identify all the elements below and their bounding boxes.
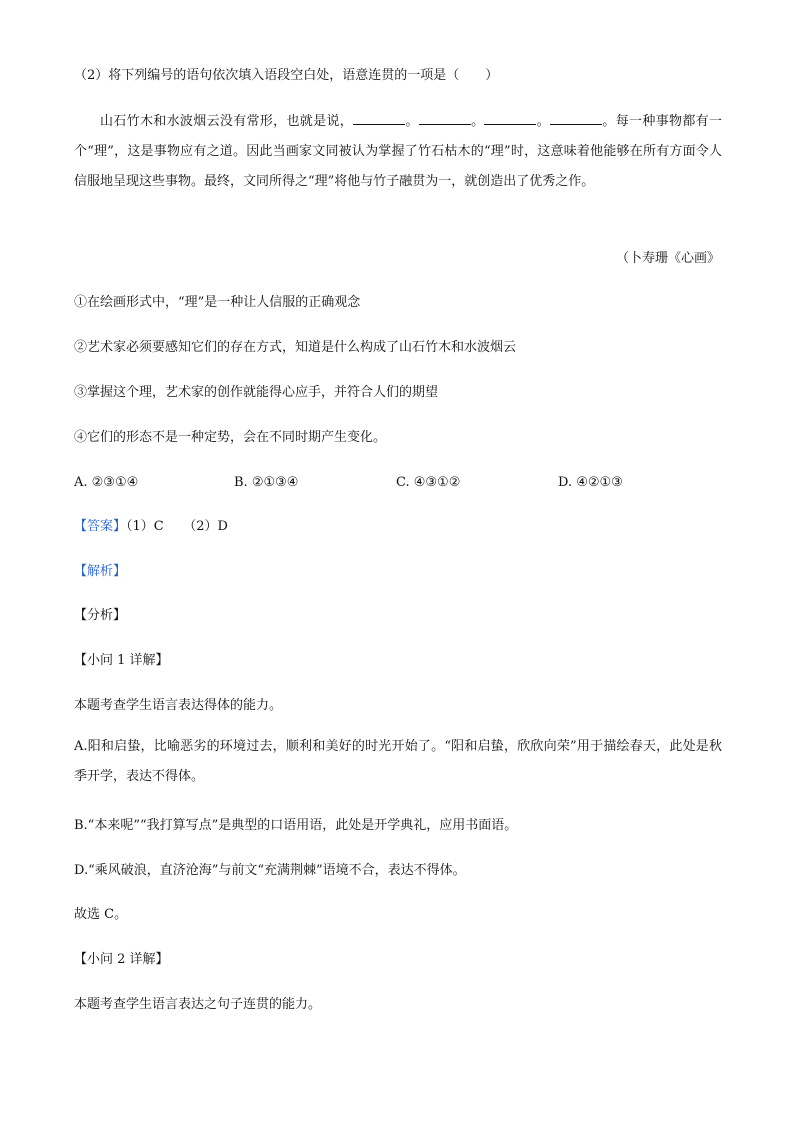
passage-start: 山石竹木和水波烟云没有常形，也就是说， [100,114,354,129]
blank-2-period: 。 [470,114,485,129]
option-d: D. ④②①③ [558,475,623,490]
sub1-option-d-explanation: D.“乘风破浪，直济沧海”与前文“充满荆棘”语境不合，表达不得体。 [74,863,466,878]
analysis-label: 【解析】 [74,564,127,579]
sub1-choice: 故选 C。 [74,907,128,922]
blank-3-period: 。 [536,114,551,129]
sub1-heading: 【小问 1 详解】 [74,653,169,668]
sub1-intro: 本题考查学生语言表达得体的能力。 [74,698,283,713]
blank-4 [550,112,602,125]
passage-rest: 每一种事物都有一个“理”，这是事物应有之道。因此当画家文同被认为掌握了竹石枯木的“理”时，这意味着他能够在所有方面令人信服地呈现这些事物。最终，文同所得之“理”将他与竹子融贯为一，就创造出了优秀之作。 [74,114,722,189]
blank-3 [484,112,536,125]
sub1-option-a-explanation: A.阳和启蛰，比喻恶劣的环境过去，顺利和美好的时光开始了。“阳和启蛰，欣欣向荣”用于描绘春天，此处是秋季开学，表达不得体。 [74,739,722,784]
statement-2: ②艺术家必须要感知它们的存在方式，知道是什么构成了山石竹木和水波烟云 [74,340,517,355]
sub1-option-b-explanation: B.“本来呢”“我打算写点”是典型的口语用语，此处是开学典礼，应用书面语。 [74,818,518,833]
sub2-heading: 【小问 2 详解】 [74,952,169,967]
statement-4: ④它们的形态不是一种定势，会在不同时期产生变化。 [74,430,387,445]
answer-line [74,518,228,536]
option-c: C. ④③①② [396,475,461,490]
question-2-stem: （2）将下列编号的语句依次填入语段空白处，语意连贯的一项是（ ） [74,68,499,83]
statement-3: ③掌握这个理，艺术家的创作就能得心应手，并符合人们的期望 [74,385,439,400]
blank-4-period: 。 [602,114,616,129]
option-b: B. ②①③④ [234,475,299,490]
answer-text: （1）C （2）D [126,519,228,534]
blank-1-period: 。 [405,114,419,129]
answer-label: 【答案】 [74,519,127,534]
statement-1: ①在绘画形式中，“理”是一种让人信服的正确观念 [74,295,361,310]
passage-source: （卜寿珊《心画》 [615,251,720,266]
option-a: A. ②③①④ [74,475,139,490]
blank-2 [419,112,471,125]
passage [74,107,722,197]
fenxi-label: 【分析】 [74,608,127,623]
blank-1 [353,112,405,125]
sub2-intro: 本题考查学生语言表达之句子连贯的能力。 [74,997,322,1012]
